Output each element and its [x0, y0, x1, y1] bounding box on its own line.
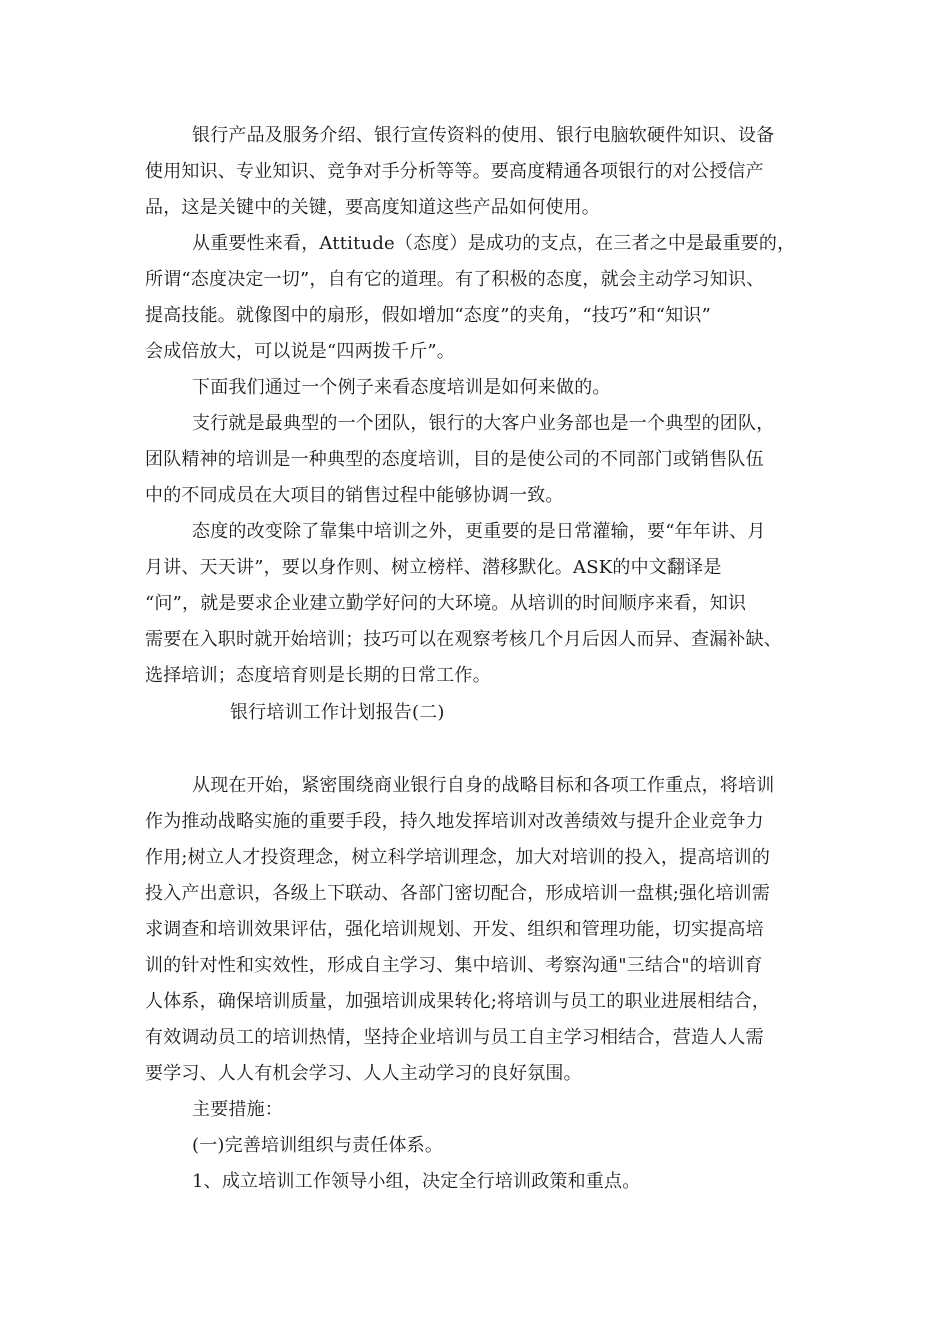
- paragraph-line: 训的针对性和实效性，形成自主学习、集中培训、考察沟通"三结合"的培训育: [145, 955, 763, 976]
- paragraph-line: 所谓“态度决定一切”，自有它的道理。有了积极的态度，就会主动学习知识、: [145, 269, 765, 290]
- paragraph-line: 作为推动战略实施的重要手段，持久地发挥培训对改善绩效与提升企业竞争力: [145, 811, 764, 832]
- paragraph-line: 品，这是关键中的关键，要高度知道这些产品如何使用。: [145, 197, 600, 218]
- paragraph-line: 求调查和培训效果评估，强化培训规划、开发、组织和管理功能，切实提高培: [145, 919, 764, 940]
- paragraph-line: 从重要性来看，Attitude（态度）是成功的支点，在三者之中是最重要的，: [192, 233, 796, 254]
- paragraph-line: 从现在开始，紧密围绕商业银行自身的战略目标和各项工作重点，将培训: [192, 775, 775, 796]
- subheading: (一)完善培训组织与责任体系。: [192, 1135, 444, 1156]
- section-title: 银行培训工作计划报告(二): [230, 702, 445, 723]
- paragraph-line: 要学习、人人有机会学习、人人主动学习的良好氛围。: [145, 1063, 582, 1084]
- paragraph-line: 月讲、天天讲”，要以身作则、树立榜样、潜移默化。ASK的中文翻译是: [145, 557, 722, 578]
- paragraph-line: 投入产出意识，各级上下联动、各部门密切配合，形成培训一盘棋;强化培训需: [145, 883, 771, 904]
- paragraph-line: 使用知识、专业知识、竞争对手分析等等。要高度精通各项银行的对公授信产: [145, 161, 764, 182]
- paragraph-line: 下面我们通过一个例子来看态度培训是如何来做的。: [192, 377, 611, 398]
- measures-label: 主要措施：: [192, 1099, 283, 1120]
- paragraph-line: 需要在入职时就开始培训；技巧可以在观察考核几个月后因人而异、查漏补缺、: [145, 629, 782, 650]
- paragraph-line: “问”，就是要求企业建立勤学好问的大环境。从培训的时间顺序来看，知识: [145, 593, 747, 614]
- paragraph-line: 选择培训；态度培育则是长期的日常工作。: [145, 665, 491, 686]
- paragraph-line: 有效调动员工的培训热情，坚持企业培训与员工自主学习相结合，营造人人需: [145, 1027, 764, 1048]
- paragraph-line: 提高技能。就像图中的扇形，假如增加“态度”的夹角，“技巧”和“知识”: [145, 305, 712, 326]
- list-item: 1、成立培训工作领导小组，决定全行培训政策和重点。: [192, 1171, 641, 1192]
- paragraph-line: 作用;树立人才投资理念，树立科学培训理念，加大对培训的投入，提高培训的: [145, 847, 771, 868]
- paragraph-line: 态度的改变除了靠集中培训之外，更重要的是日常灌输，要“年年讲、月: [192, 521, 766, 542]
- paragraph-line: 人体系，确保培训质量，加强培训成果转化;将培训与员工的职业进展相结合，: [145, 991, 771, 1012]
- paragraph-line: 支行就是最典型的一个团队，银行的大客户业务部也是一个典型的团队，: [192, 413, 775, 434]
- paragraph-line: 团队精神的培训是一种典型的态度培训，目的是使公司的不同部门或销售队伍: [145, 449, 764, 470]
- paragraph-line: 会成倍放大，可以说是“四两拨千斤”。: [145, 341, 456, 362]
- paragraph-line: 银行产品及服务介绍、银行宣传资料的使用、银行电脑软硬件知识、设备: [192, 125, 775, 146]
- paragraph-line: 中的不同成员在大项目的销售过程中能够协调一致。: [145, 485, 564, 506]
